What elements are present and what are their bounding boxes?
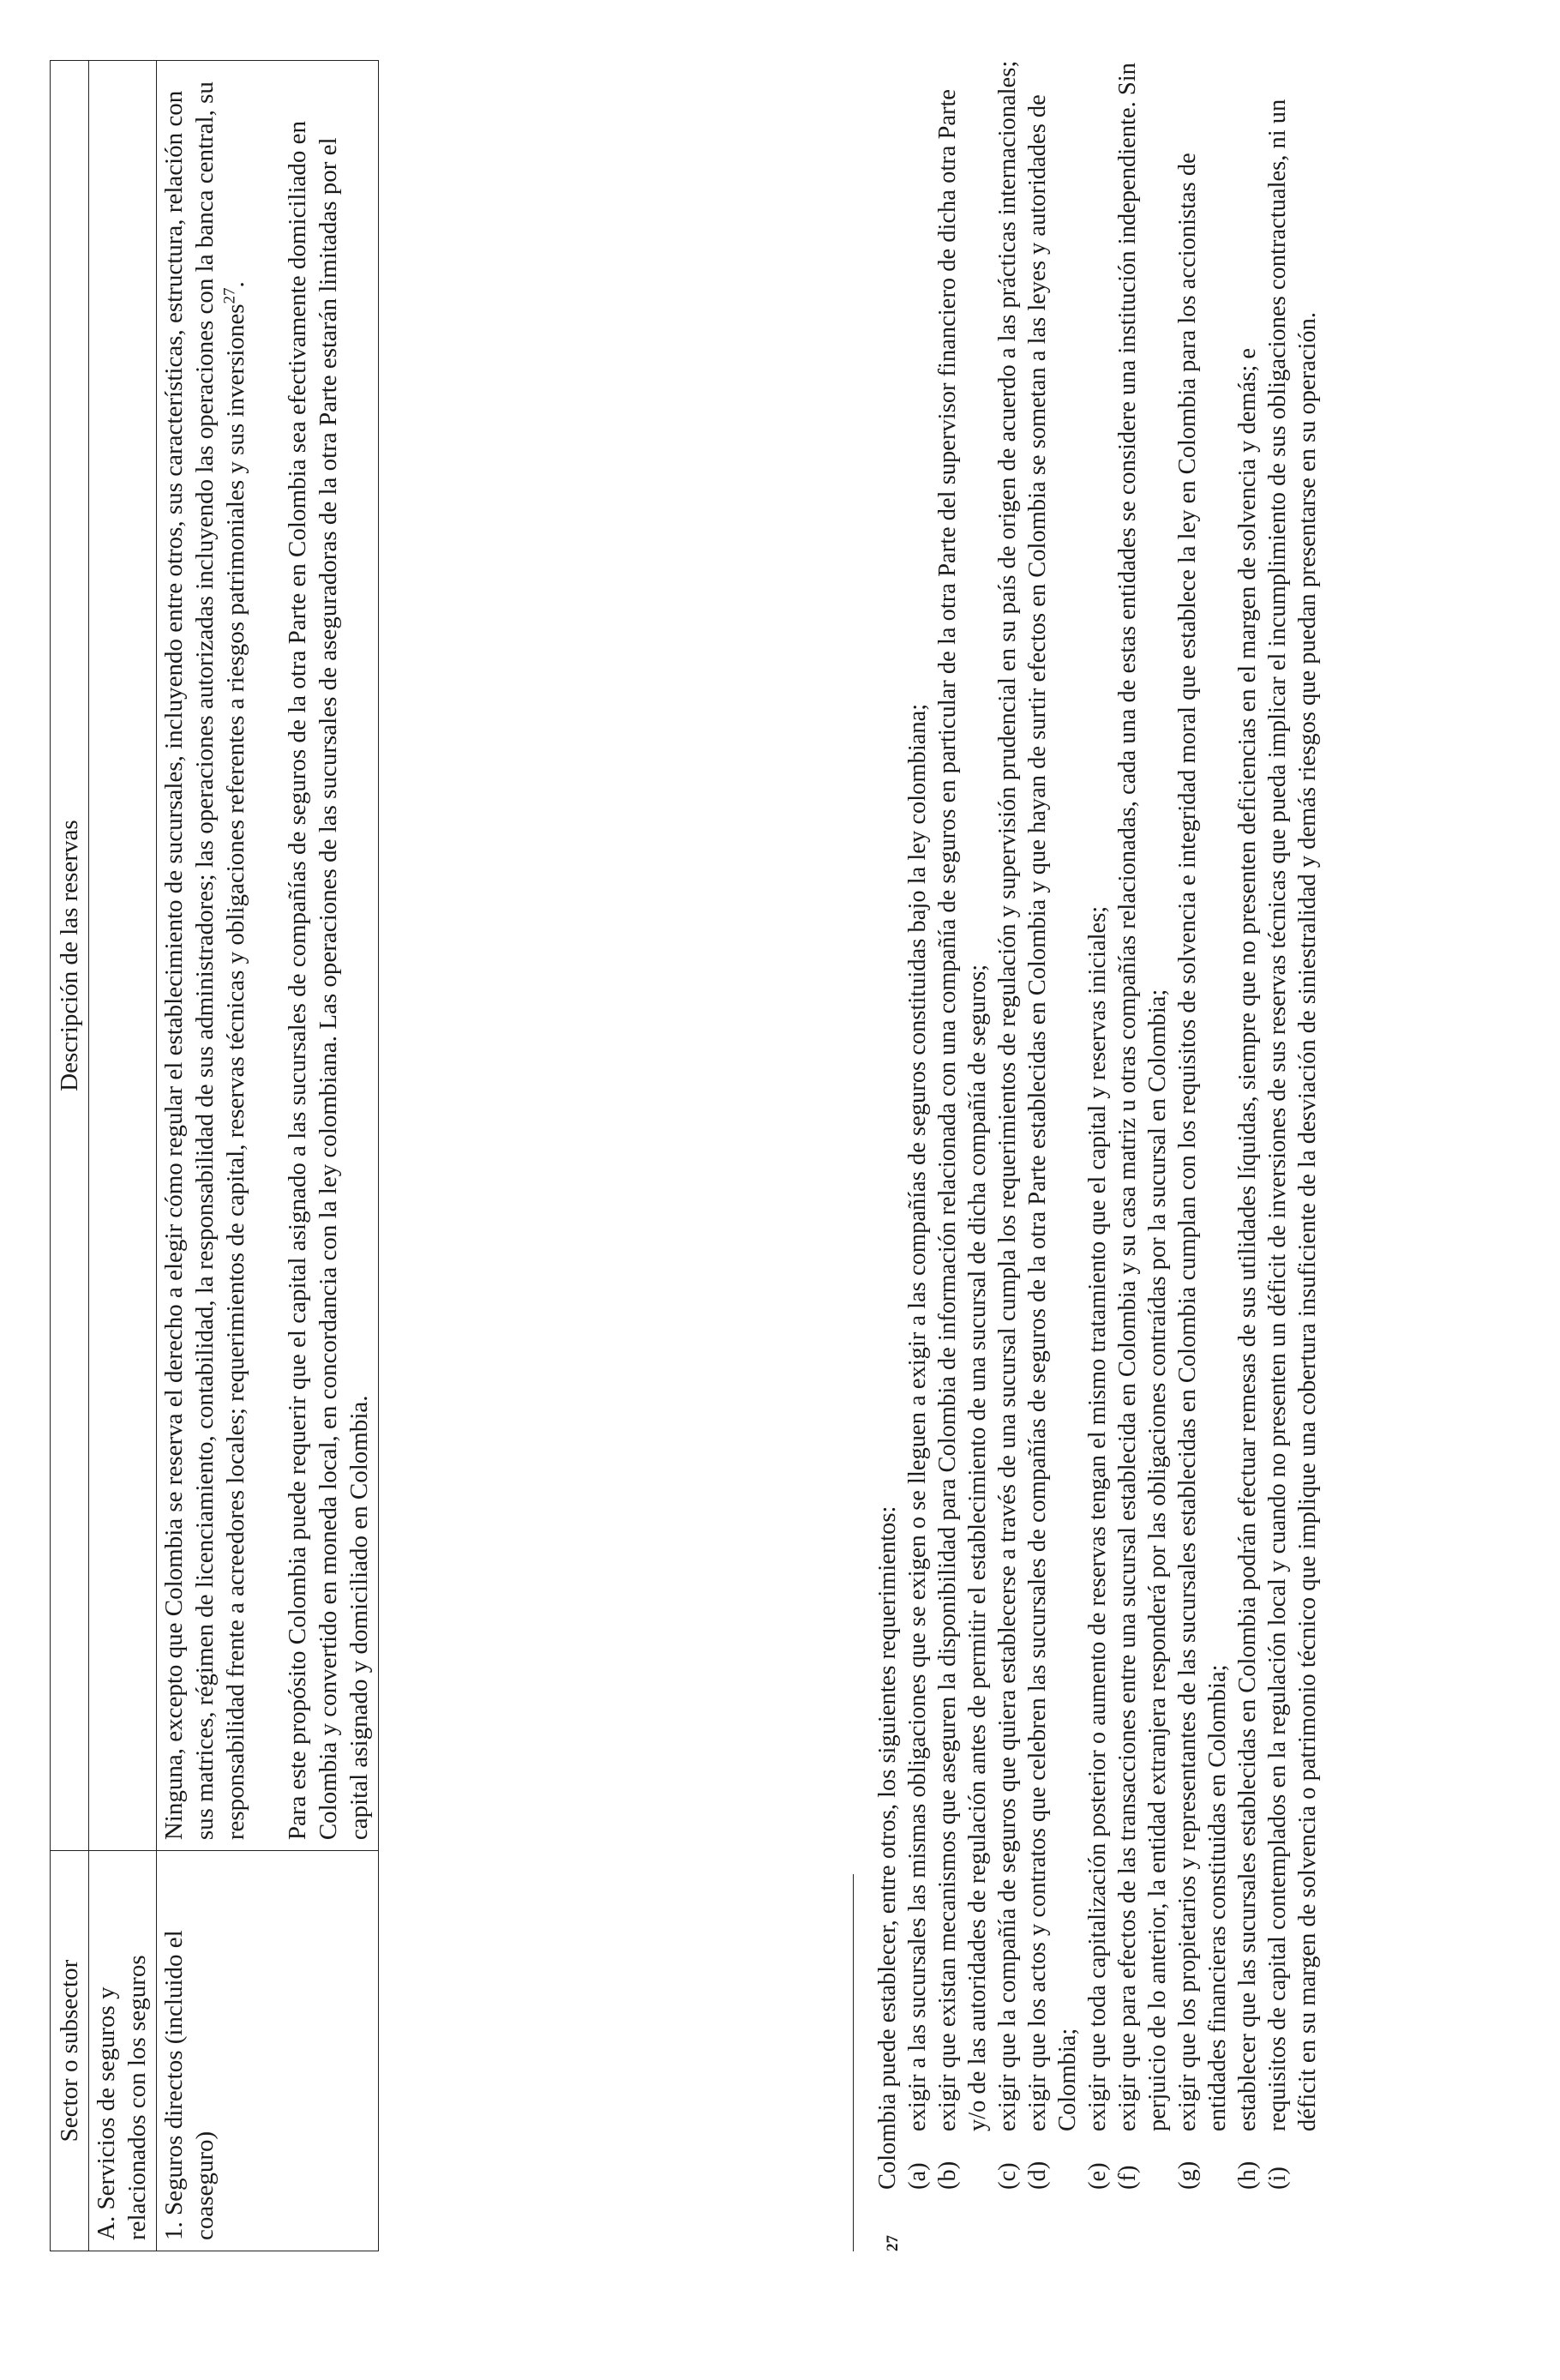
footnote-item	[1263, 60, 1323, 2251]
footnote-item-text: establecer que las sucursales establecidas en Colombia podrán efectuar remesas de sus utilidades líquidas, siempre que no presenten deficiencias en el margen de solvencia y demás; e	[1234, 347, 1261, 2131]
description-cell	[89, 61, 157, 1851]
sector-cell: 1. Seguros directos (incluido el coaseguro)	[157, 1851, 379, 2251]
footnote-item-label: (a)	[904, 2162, 931, 2190]
reservations-table	[50, 60, 379, 2251]
footnote-item	[903, 60, 933, 2251]
footnote-item-label: (c)	[994, 2162, 1021, 2190]
footnote-item-text: exigir que los actos y contratos que celebren las sucursales de compañías de seguros de la otra Parte establecidas en Colombia y que hayan de surtir efectos en Colombia se sometan a las leyes y autoridades de Colombia;	[1024, 94, 1081, 2131]
footnote-item-label: (d)	[1024, 2161, 1051, 2190]
footnote-item	[1023, 60, 1083, 2251]
table-row	[89, 61, 157, 2251]
description-text: Ninguna, excepto que Colombia se reserva el derecho a elegir cómo regular el establecimiento de sucursales, incluyendo entre otros, sus características, estructura, relación con sus matrices, régimen de licenciamiento, contabilidad, la responsabilidad de sus administradores; las operaciones autorizadas incluyendo las operaciones con la banca central, su responsabilidad frente a acreedores locales; requerimientos de capital, reservas técnicas y obligaciones referentes a riesgos patrimoniales y sus inversiones	[160, 81, 249, 1841]
description-paragraph	[159, 69, 251, 1840]
description-paragraph: Para este propósito Colombia puede requerir que el capital asignado a las sucursales de compañías de seguros de la otra Parte en Colombia sea efectivamente domiciliado en Colombia y convertido en moneda local, en concordancia con la ley colombiana. Las operaciones de las sucursales de aseguradoras de la otra Parte estarán limitadas por el capital asignado y domiciliado en Colombia.	[284, 121, 373, 1841]
footnote-item-label: (g)	[1174, 2161, 1201, 2190]
description-text-end: .	[222, 281, 249, 288]
footnote-item	[1233, 60, 1263, 2251]
header-sector: Sector o subsector	[51, 1851, 89, 2251]
footnote-item	[933, 60, 993, 2251]
footnote-item-text: exigir que los propietarios y representantes de las sucursales establecidas en Colombia cumplan con los requisitos de solvencia e integridad moral que establece la ley en Colombia para los accionistas de entidades financieras constituidas en Colombia;	[1174, 153, 1231, 2131]
sector-cell: A. Servicios de seguros y relacionados con los seguros	[89, 1851, 157, 2251]
footnote-item-label: (i)	[1264, 2167, 1291, 2190]
footnote-intro: Colombia puede establecer, entre otros, los siguientes requerimientos:	[874, 1506, 901, 2190]
footnote-item-text: exigir que para efectos de las transacciones entre una sucursal establecida en Colombia y su casa matriz u otras compañías relacionadas, cada una de estas entidades se considere una institución independiente. Sin perjuicio de lo anterior, la entidad extranjera responderá por las obligaciones contraídas por la sucursal en Colombia;	[1114, 63, 1171, 2131]
footnote	[873, 60, 1323, 2251]
footnote-item-text: exigir a las sucursales las mismas obligaciones que se exigen o se lleguen a exigir a las compañías de seguros constituidas bajo la ley colombiana;	[904, 703, 931, 2131]
table-header-row	[51, 61, 89, 2251]
header-description: Descripción de las reservas	[51, 61, 89, 1851]
footnote-item-label: (b)	[934, 2161, 961, 2190]
footnote-item-label: (e)	[1084, 2162, 1111, 2190]
footnote-item-text: requisitos de capital contemplados en la regulación local y cuando no presenten un déficit de inversiones de sus reservas técnicas que pueda implicar el incumplimiento de sus obligaciones contractuales, ni un déficit en su margen de solvencia o patrimonio técnico que implique una cobertura insuficiente de la desviación de siniestralidad y demás riesgos que puedan presentarse en su operación.	[1264, 99, 1321, 2131]
footnote-item-text: exigir que la compañía de seguros que quiera establecerse a través de una sucursal cumpla los requerimientos de regulación y supervisión prudencial en su país de origen de acuerdo a las prácticas internacionales;	[994, 60, 1021, 2131]
footnote-item-label: (f)	[1114, 2165, 1141, 2190]
footnote-item	[1113, 60, 1173, 2251]
table-row	[157, 61, 379, 2251]
footnote-item-text: exigir que existan mecanismos que aseguren la disponibilidad para Colombia de información relacionada con una compañía de seguros en particular de la otra Parte del supervisor financiero de dicha otra Parte y/o de las autoridades de regulación antes de permitir el establecimiento de una sucursal de dicha compañía de seguros;	[934, 88, 991, 2131]
description-cell	[157, 61, 379, 1851]
footnote-item	[1173, 60, 1233, 2251]
footnote-item	[993, 60, 1023, 2251]
footnote-item-text: exigir que toda capitalización posterior o aumento de reservas tengan el mismo tratamiento que el capital y reservas iniciales;	[1084, 905, 1111, 2131]
footnote-item	[1083, 60, 1113, 2251]
footnote-item-label: (h)	[1234, 2161, 1261, 2190]
footnote-reference[interactable]: 27	[220, 287, 239, 304]
footnote-separator	[853, 1874, 854, 2251]
footnote-marker: 27	[884, 2235, 902, 2251]
